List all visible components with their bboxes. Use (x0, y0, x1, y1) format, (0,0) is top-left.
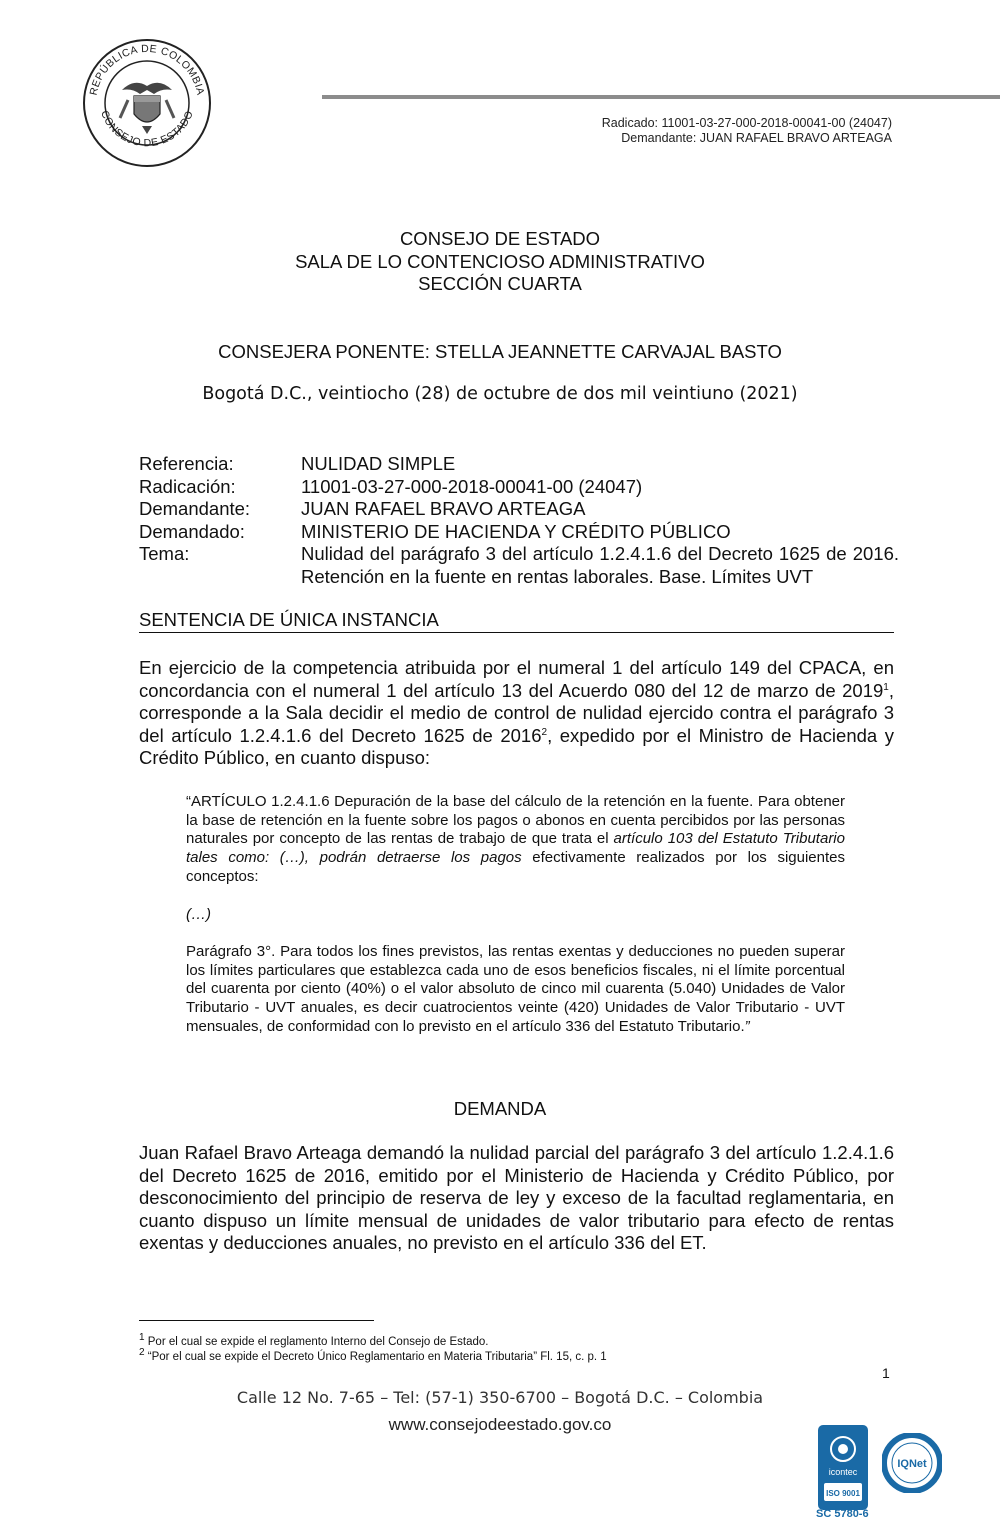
intro-paragraph (139, 657, 894, 770)
consejera-ponente: CONSEJERA PONENTE: STELLA JEANNETTE CARVAJAL BASTO (218, 341, 782, 362)
footnote-separator (139, 1320, 374, 1321)
quote-close-mark: ” (744, 1017, 750, 1035)
svg-text:ISO 9001: ISO 9001 (826, 1489, 860, 1498)
quote-ellipsis: (…) (186, 906, 211, 923)
footnote (139, 1347, 899, 1364)
demanda-paragraph: Juan Rafael Bravo Arteaga demandó la nulidad parcial del parágrafo 3 del artículo 1.2.4.1.6 del Decreto 1625 de 2016, emitido por el Ministerio de Hacienda y Crédito Público, por desconocimiento del principio de reserva de ley y exceso de la facultad reglamentaria, en cuanto dispuso un límite mensual de unidades de valor tributario para efecto de rentas exentas y deducciones anuales, no previsto en el artículo 336 del ET. (139, 1142, 894, 1254)
consejo-de-estado-seal (82, 38, 212, 168)
header-radicado: Radicado: 11001-03-27-000-2018-00041-00 (24047) (601, 116, 892, 130)
svg-text:REPÚBLICA DE COLOMBIA: REPÚBLICA DE COLOMBIA (87, 42, 207, 97)
title-line-1: CONSEJO DE ESTADO (399, 228, 601, 249)
footer-address: Calle 12 No. 7-65 – Tel: (57-1) 350-6700 – Bogotá D.C. – Colombia (236, 1388, 764, 1407)
quote-text-end: efectivamente realizados por los siguientes conceptos: (186, 849, 845, 885)
reference-key: Radicación: (139, 475, 236, 497)
reference-row (139, 476, 899, 499)
title-line-2: SALA DE LO CONTENCIOSO ADMINISTRATIVO (295, 250, 705, 272)
paragraph-3-text: Parágrafo 3°. Para todos los fines previstos, las rentas exentas y deducciones no pueden superar los límites particulares que establezca cada uno de esos beneficios fiscales, ni el límite porcentual del cuarenta por ciento (40%) o el valor absoluto de cinco mil cuarenta (5.040) Unidades de Valor Tributario - UVT anuales, es decir cuatrocientos veinte (420) Unidades de Valor Tributario - UVT mensuales, de conformidad con lo previsto en el artículo 336 del Estatuto Tributario. (186, 943, 845, 1035)
quote-italic-text: artículo 103 del Estatuto Tributario tales como: (…), podrán detraerse los pagos (186, 830, 845, 867)
reference-table (139, 453, 899, 588)
intro-text-3: , expedido por el Ministro de Hacienda y Crédito Público, en cuanto dispuso: (139, 724, 894, 769)
footer-website[interactable]: www.consejodeestado.gov.co (388, 1415, 612, 1434)
quote-text: “ARTÍCULO 1.2.4.1.6 Depuración de la base del cálculo de la retención en la fuente. Para obtener la base de retención en la fuente sobre los pagos o abonos en cuenta percibidos por las personas naturales por concepto de las rentas de trabajo de que trata el (186, 793, 845, 848)
svg-text:CONSEJO DE ESTADO: CONSEJO DE ESTADO (98, 108, 196, 150)
intro-text-1: En ejercicio de la competencia atribuida por el numeral 1 del artículo 149 del CPACA, en concordancia con el numeral 1 del artículo 13 del Acuerdo 080 del 12 de marzo de 2019 (139, 657, 894, 701)
page-number: 1 (882, 1365, 890, 1381)
running-header (602, 116, 892, 146)
reference-row (139, 543, 899, 588)
fecha: Bogotá D.C., veintiocho (28) de octubre de dos mil veintiuno (2021) (202, 384, 798, 404)
footnote-ref-2: 2 (541, 726, 548, 738)
reference-key: Tema: (139, 543, 190, 564)
document-title (0, 228, 1000, 296)
reference-key: Demandante: (139, 498, 251, 519)
reference-value: MINISTERIO DE HACIENDA Y CRÉDITO PÚBLICO (301, 520, 731, 542)
reference-row (139, 498, 899, 521)
intro-text-2: , corresponde a la Sala decidir el medio de control de nulidad ejercido contra el parágrafo 3 del artículo 1.2.4.1.6 del Decreto 1625 de 2016 (139, 679, 894, 746)
reference-value: JUAN RAFAEL BRAVO ARTEAGA (301, 498, 586, 519)
svg-text:icontec: icontec (828, 1467, 858, 1477)
reference-value: NULIDAD SIMPLE (301, 453, 456, 474)
footnote-ref-1: 1 (883, 681, 889, 693)
reference-value: 11001-03-27-000-2018-00041-00 (24047) (301, 475, 643, 497)
icontec-logo (818, 1425, 868, 1510)
reference-value: Nulidad del parágrafo 3 del artículo 1.2.4.1.6 del Decreto 1625 de 2016. Retención en la fuente en rentas laborales. Base. Límites UVT (301, 543, 899, 587)
footnote-number: 1 (139, 1332, 145, 1344)
quoted-article (186, 793, 845, 887)
footnote-text: Por el cual se expide el reglamento Interno del Consejo de Estado. (144, 1336, 489, 1348)
footnote-text: “Por el cual se expide el Decreto Único Reglamentario en Materia Tributaria” Fl. 15, c. p. 1 (144, 1351, 607, 1363)
title-line-3: SECCIÓN CUARTA (418, 273, 582, 294)
footnote-number: 2 (139, 1347, 145, 1359)
footnote (139, 1332, 899, 1349)
demanda-heading: DEMANDA (453, 1098, 547, 1119)
header-demandante: Demandante: JUAN RAFAEL BRAVO ARTEAGA (621, 131, 892, 145)
reference-row (139, 453, 899, 476)
quoted-paragraph-3 (186, 943, 845, 1037)
header-rule (322, 95, 1000, 99)
sentencia-heading: SENTENCIA DE ÚNICA INSTANCIA (139, 609, 894, 633)
certification-code: SC 5780-6 (816, 1508, 869, 1520)
reference-key: Demandado: (139, 520, 245, 542)
reference-row (139, 521, 899, 544)
reference-key: Referencia: (139, 453, 234, 474)
svg-text:IQNet: IQNet (897, 1458, 927, 1470)
iqnet-logo (882, 1433, 942, 1493)
